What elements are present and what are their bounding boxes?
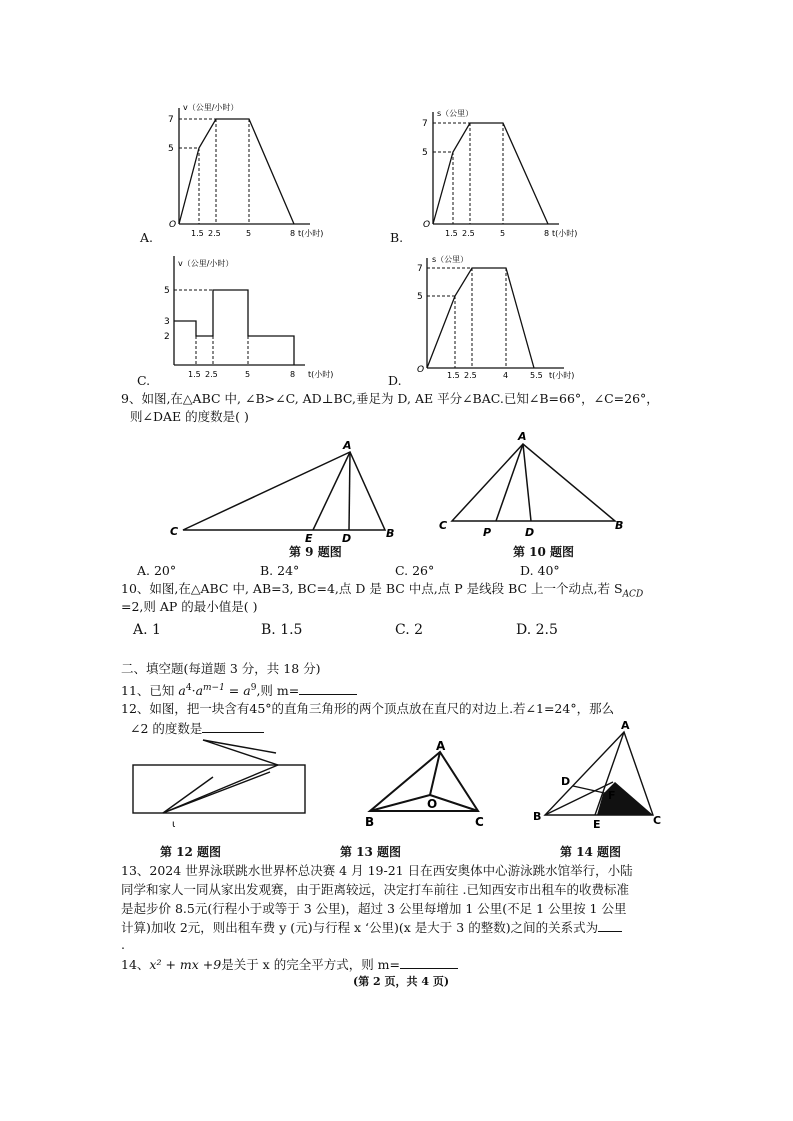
option-c-label: C. xyxy=(137,373,151,388)
point-label: D xyxy=(561,775,571,788)
graph-a xyxy=(160,100,340,250)
point-label: B xyxy=(533,810,542,823)
option-a-label: A. xyxy=(140,230,154,245)
graph-c-xtick: 5 xyxy=(245,370,251,379)
graph-d-origin: O xyxy=(417,365,425,375)
graph-b-xlabel: t(小时) xyxy=(552,229,578,238)
q11-base: a xyxy=(178,683,186,699)
q11-exp: 4 xyxy=(185,683,192,693)
graph-b xyxy=(414,104,594,254)
q13-answer-blank[interactable] xyxy=(598,919,622,932)
q12-line1: 12、如图，把一块含有45°的直角三角形的两个顶点放在直尺的对边上.若∠1=24°，那么 xyxy=(121,701,615,716)
figure-13 xyxy=(362,738,492,833)
figure-12-mark: ι xyxy=(172,819,176,830)
graph-b-xtick: 2.5 xyxy=(462,229,475,238)
q14 xyxy=(121,956,458,974)
q11-base: a xyxy=(195,683,204,699)
q10-option-a: A. 1 xyxy=(133,622,161,638)
point-label: P xyxy=(483,526,492,539)
graph-a-ytick: 7 xyxy=(168,115,174,125)
graph-a-ytick: 5 xyxy=(168,144,174,154)
q11-exp: m−1 xyxy=(203,683,225,693)
graph-a-origin: O xyxy=(169,220,177,230)
section-2-title: 二、填空题(每道题 3 分，共 18 分) xyxy=(121,661,321,676)
point-label: D xyxy=(525,526,535,539)
q14-prefix: 14、 xyxy=(121,957,150,972)
option-d-label: D. xyxy=(388,373,402,388)
graph-line xyxy=(433,123,548,224)
point-label: A xyxy=(436,739,446,753)
q12-line2: ∠2 的度数是 xyxy=(130,721,203,736)
q11-dot: · xyxy=(191,683,196,699)
graph-c-xtick: 8 xyxy=(290,370,296,379)
q9-option-b: B. 24° xyxy=(260,563,300,578)
graph-d xyxy=(414,254,594,389)
q10-line2: =2,则 AP 的最小值是( ) xyxy=(121,599,258,614)
figure-12-caption: 第 12 题图 xyxy=(160,845,222,859)
figure-10-caption: 第 10 题图 xyxy=(513,545,575,559)
graph-d-ytick: 7 xyxy=(417,264,423,274)
q13-line4-wrap xyxy=(121,919,622,937)
q13-line1: 13、2024 世界泳联跳水世界杯总决赛 4 月 19-21 日在西安奥体中心游泳跳水馆举行，小陆 xyxy=(121,863,633,878)
q9-line2: 则∠DAE 的度数是( ) xyxy=(130,409,249,424)
graph-c-ytick: 2 xyxy=(164,332,170,342)
graph-a-xtick: 1.5 xyxy=(191,229,204,238)
graph-a-xtick: 8 xyxy=(290,229,296,238)
q10-line1-text: 10、如图,在△ABC 中, AB=3, BC=4,点 D 是 BC 中点,点 P 是线段 BC 上一个动点,若 S xyxy=(121,581,623,596)
triangle-side xyxy=(163,772,270,813)
point-label: B xyxy=(386,527,395,540)
graph-d-ytick: 5 xyxy=(417,292,423,302)
q9-option-a: A. 20° xyxy=(137,563,177,578)
figure-13-caption: 第 13 题图 xyxy=(340,845,402,859)
graph-d-xtick: 2.5 xyxy=(464,371,477,380)
point-label: E xyxy=(305,532,313,545)
graph-b-ytick: 7 xyxy=(422,119,428,129)
graph-d-xtick: 5.5 xyxy=(530,371,543,380)
graph-d-xtick: 4 xyxy=(503,371,509,380)
point-label: B xyxy=(365,815,375,829)
figure-10 xyxy=(430,425,640,555)
graph-b-xtick: 8 xyxy=(544,229,550,238)
point-label: C xyxy=(439,519,448,532)
graph-c-xlabel: t(小时) xyxy=(308,370,334,379)
graph-a-ylabel: v（公里/小时） xyxy=(183,103,239,112)
graph-c xyxy=(160,250,340,390)
q14-answer-blank[interactable] xyxy=(400,956,458,969)
graph-line xyxy=(427,268,534,368)
graph-c-ylabel: v（公里/小时） xyxy=(178,259,234,268)
q13-line2: 同学和家人一同从家出发观赛，由于距离较远，决定打车前往 .已知西安市出租车的收费标准 xyxy=(121,882,629,897)
graph-c-xtick: 2.5 xyxy=(205,370,218,379)
graph-c-xtick: 1.5 xyxy=(188,370,201,379)
segment-ae xyxy=(313,452,350,530)
segment-ad xyxy=(349,452,350,530)
page-footer: (第 2 页，共 4 页) xyxy=(353,975,450,988)
q11-exp: 9 xyxy=(250,683,257,693)
q9-line1: 9、如图,在△ABC 中, ∠B>∠C, AD⊥BC,垂足为 D, AE 平分∠BAC.已知∠B=66°，∠C=26°， xyxy=(121,391,659,406)
graph-a-xtick: 2.5 xyxy=(208,229,221,238)
point-label: A xyxy=(343,439,352,452)
triangle-side xyxy=(203,740,278,765)
q10-option-c: C. 2 xyxy=(395,622,424,638)
point-label: B xyxy=(615,519,624,532)
graph-b-ylabel: s（公里） xyxy=(437,109,474,118)
triangle-side xyxy=(203,740,276,753)
graph-c-ytick: 5 xyxy=(164,286,170,296)
graph-a-xtick: 5 xyxy=(246,229,252,238)
q10-option-b: B. 1.5 xyxy=(261,622,303,638)
graph-c-ytick: 3 xyxy=(164,317,170,327)
graph-b-xtick: 5 xyxy=(500,229,506,238)
point-label: C xyxy=(653,814,662,827)
q9-option-d: D. 40° xyxy=(520,563,560,578)
q11 xyxy=(121,679,357,700)
graph-line xyxy=(179,119,294,224)
q11-prefix: 11、已知 xyxy=(121,683,179,699)
point-label: E xyxy=(593,818,601,831)
figure-9 xyxy=(165,435,405,565)
q11-answer-blank[interactable] xyxy=(299,682,357,695)
triangle-abc xyxy=(183,452,385,530)
figure-14-caption: 第 14 题图 xyxy=(560,845,622,859)
q9-option-c: C. 26° xyxy=(395,563,435,578)
q14-expression: x² + mx +9 xyxy=(149,957,222,972)
graph-d-xlabel: t(小时) xyxy=(549,371,575,380)
point-label: C xyxy=(475,815,484,829)
point-label: O xyxy=(427,797,438,811)
q13-line4: 计算)加收 2元，则出租车费 y (元)与行程 x ‘公里)(x 是大于 3 的整数)之间的关系式为 xyxy=(121,920,599,935)
q11-suffix: ,则 m= xyxy=(256,683,300,699)
option-b-label: B. xyxy=(390,230,404,245)
graph-b-xtick: 1.5 xyxy=(445,229,458,238)
q11-base: a xyxy=(243,683,251,699)
point-label: F xyxy=(608,789,616,802)
q12-answer-blank[interactable] xyxy=(202,720,264,733)
triangle-abc xyxy=(452,444,615,521)
graph-d-xtick: 1.5 xyxy=(447,371,460,380)
q10-area-subscript: ACD xyxy=(622,589,644,600)
q11-eq: = xyxy=(224,683,244,699)
figure-14 xyxy=(525,718,670,836)
figure-9-caption: 第 9 题图 xyxy=(289,545,342,559)
figure-12 xyxy=(128,735,313,835)
point-label: D xyxy=(342,532,352,545)
q14-text: 是关于 x 的完全平方式，则 m= xyxy=(221,957,401,972)
graph-b-origin: O xyxy=(423,220,431,230)
q13-line5: . xyxy=(121,937,125,952)
triangle-abc xyxy=(370,752,478,811)
point-label: C xyxy=(170,525,179,538)
q13-line3: 是起步价 8.5元(行程小于或等于 3 公里)，超过 3 公里每增加 1 公里(不足 1 公里按 1 公里 xyxy=(121,901,627,916)
segment-ad xyxy=(523,444,531,521)
graph-a-xlabel: t(小时) xyxy=(298,229,324,238)
graph-b-ytick: 5 xyxy=(422,148,428,158)
point-label: A xyxy=(518,430,527,443)
graph-line xyxy=(174,290,294,365)
segment-ap xyxy=(496,444,523,521)
point-label: A xyxy=(621,719,630,732)
q10-option-d: D. 2.5 xyxy=(516,622,558,638)
graph-d-ylabel: s（公里） xyxy=(432,255,469,264)
